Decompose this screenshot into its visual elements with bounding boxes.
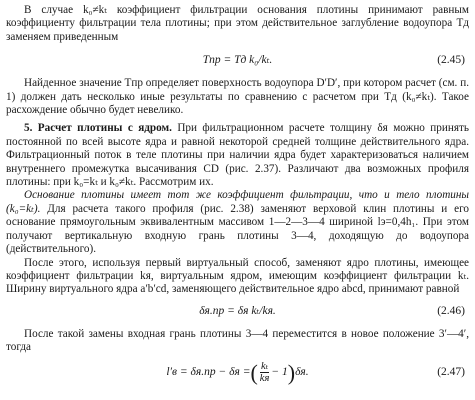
equation-2-46 <box>6 301 469 323</box>
paragraph-4 <box>6 189 469 256</box>
paragraph-4-text: Для расчета такого профиля (рис. 2.38) заменяют верховой клин плотины и его основание прямоугольным эквивалентным массивом 1—2—3—4 шириной lэ=0,4h₁. При этом получают вертикальную входную грань плотины 3—4, доходящую до водоупора (действительного). <box>6 202 470 256</box>
equation-2-45 <box>6 48 469 72</box>
fraction-numerator: kₜ <box>260 361 269 373</box>
paragraph-3-text: При фильтрационном расчете толщину δя можно принять постоянной по всей высоте ядра и равной некоторой средней толщине действительного ядра. Фильтрационный поток в теле плотины при наличии ядра будет характеризоваться наличием внутреннего промежутка высачивания CD (рис. 2.37). Различают два возможных профиля плотины: при k₀=kₜ и k₀≠kₜ. Рассмотрим их. <box>6 122 469 189</box>
fraction-denominator: kя <box>259 373 270 385</box>
equation-2-47-fraction <box>260 361 270 384</box>
equation-2-47 <box>6 357 469 389</box>
section-heading-5: 5. Расчет плотины с ядром. <box>24 122 172 135</box>
equation-2-47-rhs: − 1 <box>271 365 288 378</box>
equation-2-47-tail: δя. <box>295 365 309 378</box>
left-paren: ( <box>250 359 258 385</box>
paragraph-3 <box>6 122 469 189</box>
equation-2-47-number: (2.47) <box>437 365 465 378</box>
paragraph-2: Найденное значение Tпр определяет поверхность водоупора D′D′, при котором расчет (см. п. 1) должен дать несколько иные результаты по сравнению с расчетом при Tд (k₀≠kₜ). Такое расхождение обычно будет невелико. <box>6 77 469 117</box>
right-paren: ) <box>287 359 296 385</box>
equation-2-45-number: (2.45) <box>437 53 465 66</box>
equation-2-45-formula: Tпр = Tд k₀/kₜ. <box>202 53 273 66</box>
paragraph-1: В случае k₀≠kₜ коэффициент фильтрации основания плотины принимают равным коэффициенту фильтрации тела плотины; при этом действительное заглубление водоупора Tд заменяем приведенным <box>6 4 469 43</box>
paragraph-4-italic-lead: Основание плотины имеет тот же коэффициент фильтрации, что и тело плотины (k₀=kₜ). <box>6 189 469 215</box>
equation-2-46-formula: δя.пр = δя kₜ/kя. <box>199 305 276 318</box>
equation-2-46-number: (2.46) <box>437 305 465 318</box>
equation-2-47-lhs: l′в = δя.пр − δя = <box>166 365 251 378</box>
paragraph-5: После этого, используя первый виртуальный способ, заменяют ядро плотины, имеющее коэффициент фильтрации kя, виртуальным ядром, имеющим коэффициент фильтрации kₜ. Ширину виртуального ядра a′b′cd, заменяющего действительное ядро abcd, принимают равной <box>6 256 469 296</box>
paragraph-6: После такой замены входная грань плотины 3—4 переместится в новое положение 3′—4′, тогда <box>6 327 469 354</box>
